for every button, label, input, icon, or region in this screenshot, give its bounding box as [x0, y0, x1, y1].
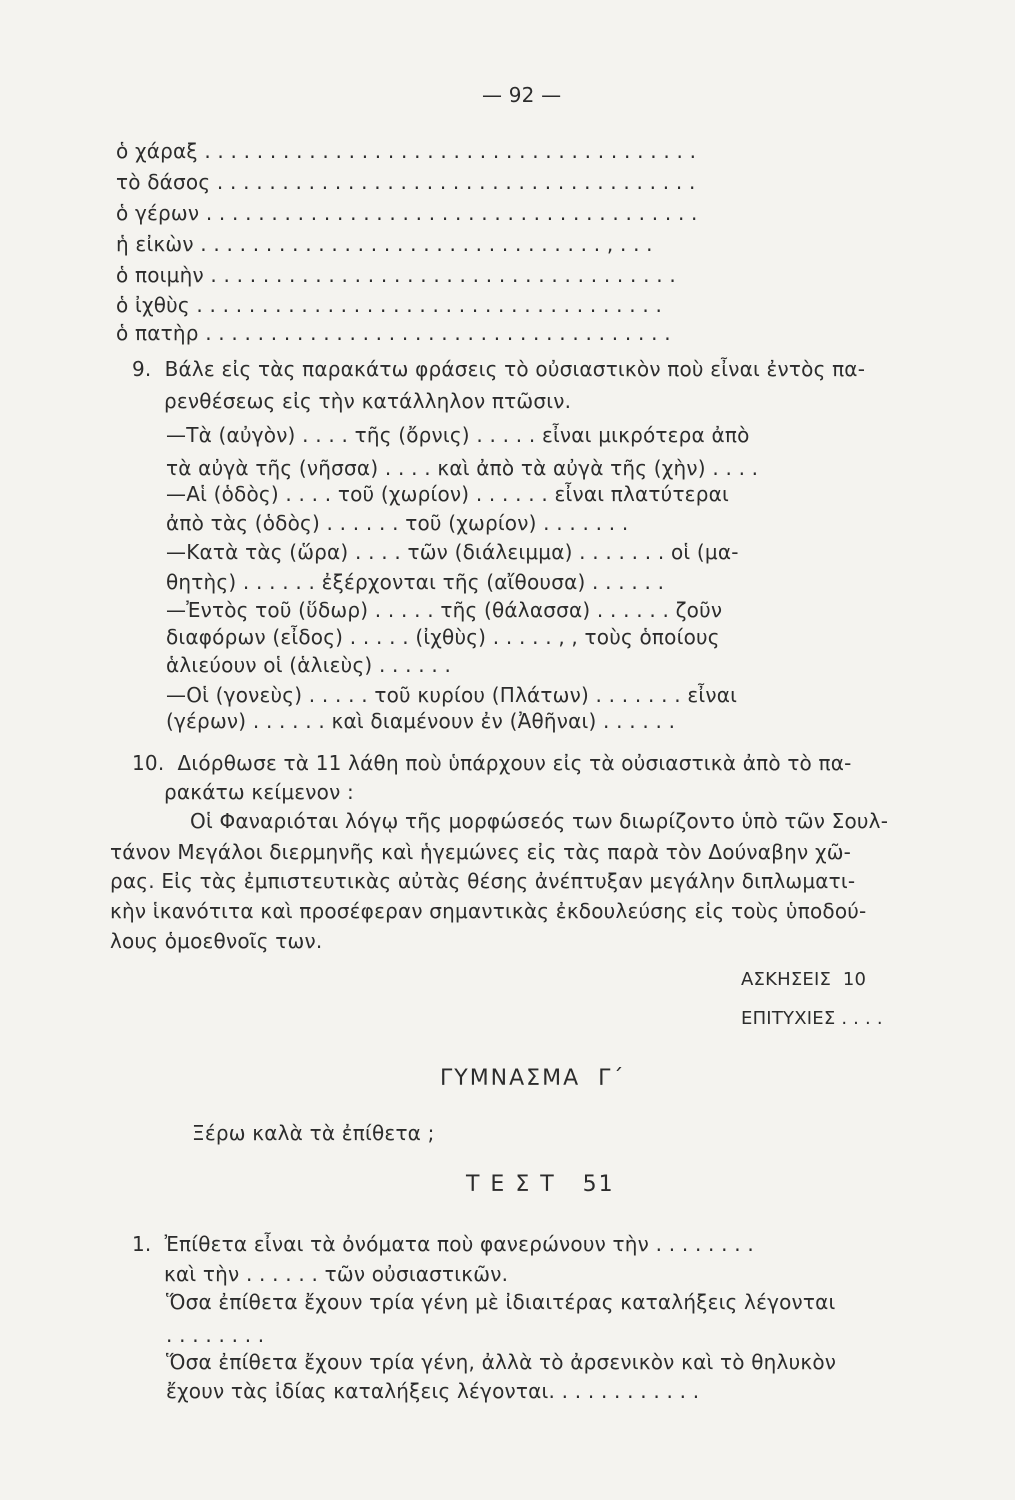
exercise-9-line: —Αἱ (ὁδὸς) . . . . τοῦ (χωρίον) . . . . . . εἶναι πλατύτεραι — [166, 482, 729, 506]
test-question: 1. Ἐπίθετα εἶναι τὰ ὀνόματα ποὺ φανερώνουν τὴν . . . . . . . . — [132, 1232, 754, 1256]
word-list-line: ἡ εἰκὼν . . . . . . . . . . . . . . . . . . . . . . . . . . . . . . . , . . . — [116, 232, 653, 256]
exercise-10-text: τάνον Μεγάλοι διερμηνῆς καὶ ἡγεμώνες εἰς τὰς παρὰ τὸν Δούναβην χῶ- — [110, 840, 852, 864]
exercise-9-line: θητὴς) . . . . . . ἐξέρχονται τῆς (αἴθουσα) . . . . . . — [166, 570, 665, 594]
word-list-line: ὁ ποιμὴν . . . . . . . . . . . . . . . . . . . . . . . . . . . . . . . . . . . . — [116, 263, 676, 287]
exercise-9-line: —Οἱ (γονεὺς) . . . . . τοῦ κυρίου (Πλάτων) . . . . . . . εἶναι — [166, 683, 738, 707]
test-title: Τ Ε Σ Τ 51 — [466, 1172, 615, 1197]
exercise-9-line: ἀπὸ τὰς (ὁδὸς) . . . . . . τοῦ (χωρίον) . . . . . . . — [166, 511, 629, 535]
score-exercises: ΑΣΚΗΣΕΙΣ 10 — [741, 969, 867, 990]
exercise-10-instruction: ρακάτω κείμενον : — [164, 780, 354, 804]
word-list-line: ὁ χάραξ . . . . . . . . . . . . . . . . . . . . . . . . . . . . . . . . . . . . . . — [116, 139, 697, 163]
exercise-9-line: ἁλιεύουν οἱ (ἁλιεὺς) . . . . . . — [166, 653, 452, 677]
exercise-9-instruction: ρενθέσεως εἰς τὴν κατάλληλον πτῶσιν. — [164, 389, 572, 413]
score-successes: ΕΠΙΤΥΧΙΕΣ . . . . — [741, 1008, 883, 1029]
section-title: ΓΥΜΝΑΣΜΑ Γ΄ — [440, 1066, 626, 1091]
page-number: — 92 — — [482, 83, 562, 107]
word-list-line: τὸ δάσος . . . . . . . . . . . . . . . . . . . . . . . . . . . . . . . . . . . . . — [116, 170, 696, 194]
exercise-10-text: ρας. Εἰς τὰς ἐμπιστευτικὰς αὐτὰς θέσης ἀνέπτυξαν μεγάλην διπλωματι- — [110, 869, 856, 893]
section-question: Ξέρω καλὰ τὰ ἐπίθετα ; — [192, 1121, 435, 1145]
word-list-line: ὁ πατὴρ . . . . . . . . . . . . . . . . . . . . . . . . . . . . . . . . . . . . — [116, 321, 671, 345]
word-list-line: ὁ γέρων . . . . . . . . . . . . . . . . . . . . . . . . . . . . . . . . . . . . . . — [116, 201, 698, 225]
test-line: Ὅσα ἐπίθετα ἔχουν τρία γένη μὲ ἰδιαιτέρας καταλήξεις λέγονται — [166, 1290, 836, 1314]
exercise-9-line: —Κατὰ τὰς (ὥρα) . . . . τῶν (διάλειμμα) . . . . . . . οἱ (μα- — [166, 540, 739, 564]
test-line: ἔχουν τὰς ἰδίας καταλήξεις λέγονται. . . . . . . . . . . . — [166, 1379, 700, 1403]
exercise-9-line: —Ἐντὸς τοῦ (ὕδωρ) . . . . . τῆς (θάλασσα) . . . . . . ζοῦν — [166, 598, 723, 622]
exercise-10-text: κὴν ἱκανότιτα καὶ προσέφεραν σημαντικὰς ἐκδουλεύσης εἰς τοὺς ὑποδού- — [110, 899, 867, 923]
test-line: Ὅσα ἐπίθετα ἔχουν τρία γένη, ἀλλὰ τὸ ἀρσενικὸν καὶ τὸ θηλυκὸν — [166, 1350, 837, 1374]
exercise-9-line: διαφόρων (εἶδος) . . . . . (ἰχθὺς) . . . . . , , τοὺς ὁποίους — [166, 625, 720, 649]
exercise-10-text: λους ὁμοεθνοῖς των. — [110, 929, 323, 953]
exercise-10-text: Οἱ Φαναριόται λόγῳ τῆς μορφώσεός των διωρίζοντο ὑπὸ τῶν Σουλ- — [190, 809, 889, 833]
word-list-line: ὁ ἰχθὺς . . . . . . . . . . . . . . . . . . . . . . . . . . . . . . . . . . . . — [116, 293, 662, 317]
exercise-9-line: —Τὰ (αὐγὸν) . . . . τῆς (ὄρνις) . . . . . εἶναι μικρότερα ἀπὸ — [166, 423, 750, 447]
exercise-9-instruction: 9. Βάλε εἰς τὰς παρακάτω φράσεις τὸ οὐσιαστικὸν ποὺ εἶναι ἐντὸς πα- — [132, 357, 866, 381]
exercise-9-line: τὰ αὐγὰ τῆς (νῆσσα) . . . . καὶ ἀπὸ τὰ αὐγὰ τῆς (χὴν) . . . . — [166, 456, 759, 480]
test-line: . . . . . . . . — [166, 1323, 265, 1347]
exercise-9-line: (γέρων) . . . . . . καὶ διαμένουν ἐν (Ἀθῆναι) . . . . . . — [166, 709, 676, 733]
exercise-10-instruction: 10. Διόρθωσε τὰ 11 λάθη ποὺ ὑπάρχουν εἰς τὰ οὐσιαστικὰ ἀπὸ τὸ πα- — [132, 751, 852, 775]
test-line: καὶ τὴν . . . . . . τῶν οὐσιαστικῶν. — [164, 1262, 509, 1286]
